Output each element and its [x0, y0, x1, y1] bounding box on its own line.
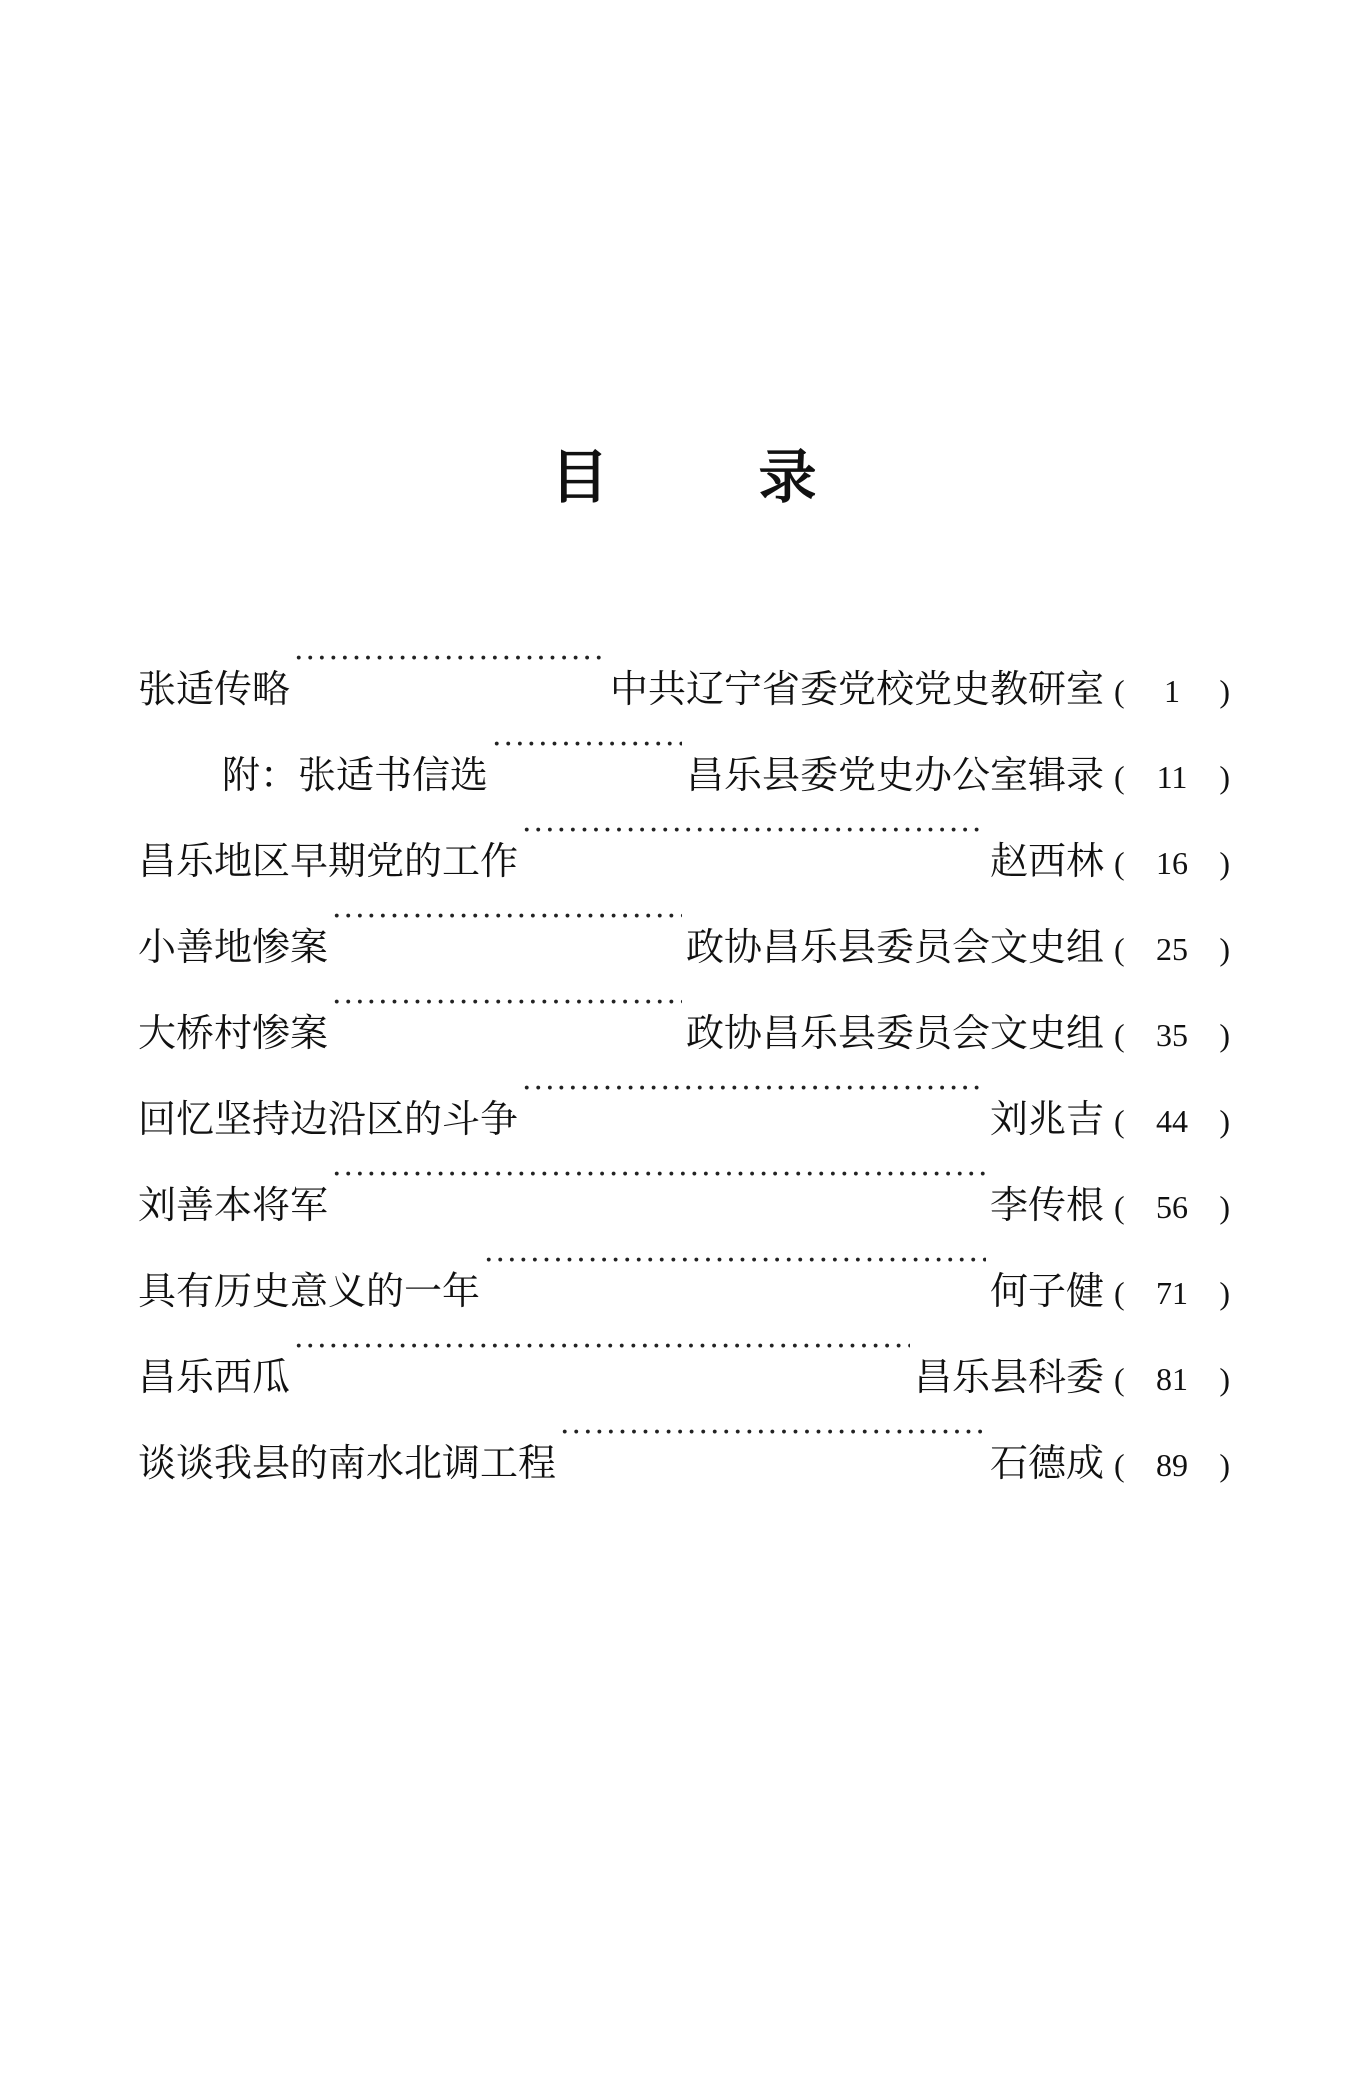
toc-entry-title: 小善地惨案 — [138, 925, 329, 969]
toc-entry-author: 中共辽宁省委党校党史教研室 — [609, 667, 1104, 711]
toc-entry-page: ( 81 ) — [1114, 1361, 1230, 1397]
table-of-contents — [138, 616, 1230, 1485]
toc-entry-title: 谈谈我县的南水北调工程 — [138, 1441, 557, 1485]
toc-entry-title: 附：张适书信选 — [222, 753, 489, 797]
toc-entry-page: ( 11 ) — [1114, 759, 1230, 795]
toc-entry-author: 政协昌乐县委员会文史组 — [685, 925, 1104, 969]
toc-entry-author: 何子健 — [989, 1269, 1104, 1313]
toc-leader — [294, 1304, 910, 1390]
toc-entry-author: 李传根 — [989, 1183, 1104, 1227]
toc-leader — [484, 1218, 986, 1304]
toc-entry-author: 昌乐县委党史办公室辑录 — [685, 753, 1104, 797]
toc-entry-author: 石德成 — [989, 1441, 1104, 1485]
toc-entry-page: ( 16 ) — [1114, 845, 1230, 881]
toc-leader — [560, 1390, 986, 1476]
toc-entry-author: 昌乐县科委 — [913, 1355, 1104, 1399]
toc-entry-title: 大桥村惨案 — [138, 1011, 329, 1055]
toc-entry-title: 张适传略 — [138, 667, 291, 711]
toc-entry-page: ( 44 ) — [1114, 1103, 1230, 1139]
toc-leader — [332, 1132, 986, 1218]
toc-entry-page: ( 56 ) — [1114, 1189, 1230, 1225]
toc-entry-title: 昌乐西瓜 — [138, 1355, 291, 1399]
toc-leader — [492, 702, 682, 788]
toc-entry-author: 赵西林 — [989, 839, 1104, 883]
toc-entry-title: 昌乐地区早期党的工作 — [138, 839, 519, 883]
toc-entry-page: ( 89 ) — [1114, 1447, 1230, 1483]
toc-entry-title: 刘善本将军 — [138, 1183, 329, 1227]
title-char-1: 目 — [550, 443, 609, 511]
toc-leader — [522, 788, 986, 874]
toc-entry-page: ( 71 ) — [1114, 1275, 1230, 1311]
page-title — [0, 443, 1367, 511]
toc-entry-page: ( 25 ) — [1114, 931, 1230, 967]
toc-leader — [294, 616, 606, 702]
toc-entry — [138, 616, 1230, 711]
toc-entry-title: 具有历史意义的一年 — [138, 1269, 481, 1313]
toc-entry-page: ( 35 ) — [1114, 1017, 1230, 1053]
toc-entry-page: ( 1 ) — [1114, 673, 1230, 709]
title-char-2: 录 — [758, 443, 817, 511]
toc-entry-author: 政协昌乐县委员会文史组 — [685, 1011, 1104, 1055]
toc-entry-author: 刘兆吉 — [989, 1097, 1104, 1141]
toc-entry-title: 回忆坚持边沿区的斗争 — [138, 1097, 519, 1141]
toc-leader — [332, 960, 682, 1046]
toc-leader — [522, 1046, 986, 1132]
toc-leader — [332, 874, 682, 960]
